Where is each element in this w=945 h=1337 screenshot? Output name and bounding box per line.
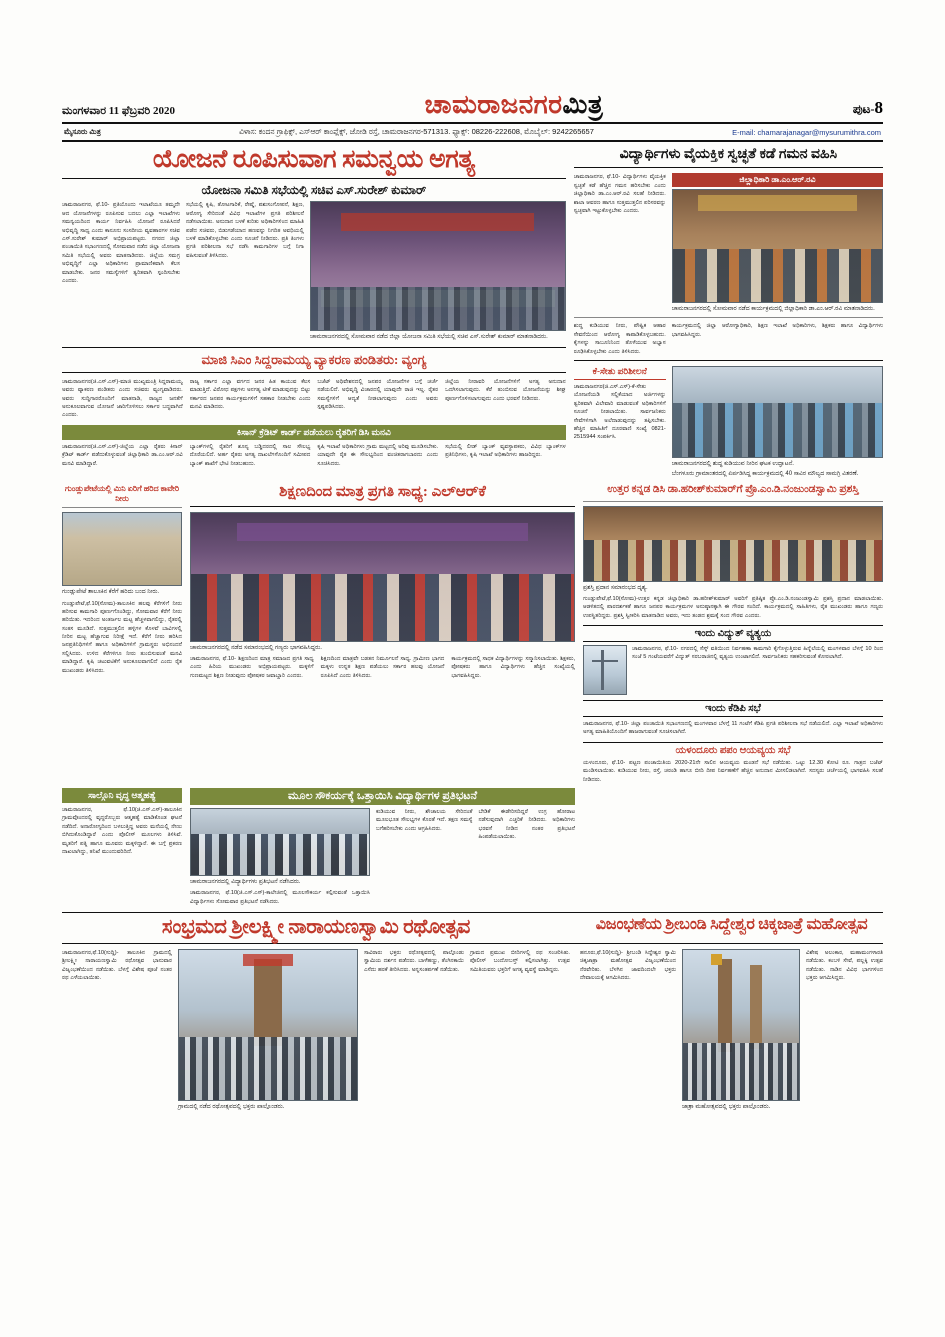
hygiene-story [574, 147, 883, 478]
satire-col-3: ಬಜೆಟ್ ಅಧಿವೇಶನದಲ್ಲಿ ಜನಪರ ಯೋಜನೆಗಳ ಬಗ್ಗೆ ಚರ್ಚೆ ನಡೆಯಲಿದೆ. ಅಭಿವೃದ್ಧಿ ವಿಚಾರದಲ್ಲಿ ಯಾವುದೇ ರಾಜಿ ಇಲ್ಲ. ರೈತರ ಸಮಸ್ಯೆಗಳಿಗೆ ಆದ್ಯತೆ ನೀಡಲಾಗುವುದು ಎಂದು ಅವರು ಸ್ಪಷ್ಟಪಡಿಸಿದರು. [317, 378, 439, 410]
satire-col-4: ಜಿಲ್ಲೆಯ ನೀರಾವರಿ ಯೋಜನೆಗಳಿಗೆ ಅಗತ್ಯ ಅನುದಾನ ಒದಗಿಸಲಾಗುವುದು. ಕೆರೆ ತುಂಬಿಸುವ ಯೋಜನೆಯನ್ನು ಶೀಘ್ರ ಪೂರ್ಣಗೊಳಿಸಲಾಗುವುದು ಎಂದು ಭರವಸೆ ನೀಡಿದರು. [445, 378, 566, 402]
protest-headline: ಮೂಲ ಸೌಕರ್ಯಕ್ಕೆ ಒತ್ತಾಯಿಸಿ ವಿದ್ಯಾರ್ಥಿಗಳ ಪ್ರತಿಭಟನೆ [190, 788, 575, 805]
protest-photo [190, 808, 370, 876]
festival-col-2: ಸಾವಿರಾರು ಭಕ್ತರು ರಥೋತ್ಸವದಲ್ಲಿ ಪಾಲ್ಗೊಂಡು ಸ್ವಾಮಿಯ ದರ್ಶನ ಪಡೆದರು. ಬಾಳೆಹಣ್ಣು, ತೆಂಗಿನಕಾಯಿ ಎಸೆದು ಹರಕೆ ತೀರಿಸಿದರು. ಅನ್ನಸಂತರ್ಪಣೆ ನಡೆಯಿತು. [364, 949, 464, 973]
kisan-col-4: ಸಭೆಯಲ್ಲಿ ಲೀಡ್ ಬ್ಯಾಂಕ್ ವ್ಯವಸ್ಥಾಪಕರು, ವಿವಿಧ ಬ್ಯಾಂಕ್‌ಗಳ ಪ್ರತಿನಿಧಿಗಳು, ಕೃಷಿ ಇಲಾಖೆ ಅಧಿಕಾರಿಗಳು ಹಾಜರಿದ್ದರು. [445, 443, 566, 459]
publisher-name: ಮೈಸೂರು ಮಿತ್ರ [64, 127, 101, 136]
protest-story [190, 788, 575, 906]
protest-col-3: ಬೇಡಿಕೆ ಈಡೇರಿಸದಿದ್ದರೆ ಉಗ್ರ ಹೋರಾಟ ನಡೆಸುವುದಾಗಿ ಎಚ್ಚರಿಕೆ ನೀಡಿದರು. ಅಧಿಕಾರಿಗಳು ಭರವಸೆ ನೀಡಿದ ನಂತರ ಪ್ರತಿಭಟನೆ ಹಿಂಪಡೆಯಲಾಯಿತು. [478, 809, 575, 841]
awards-photo [583, 506, 883, 582]
water-photo-caption: ಗುಂಡ್ಲುಪೇಟೆ ತಾಲೂಕಿನ ಕೆರೆಗೆ ಹರಿದು ಬಂದ ನೀರು. [62, 589, 160, 596]
lead-col-2: ಸಭೆಯಲ್ಲಿ ಕೃಷಿ, ತೋಟಗಾರಿಕೆ, ರೇಷ್ಮೆ, ಪಶುಸಂಗೋಪನೆ, ಶಿಕ್ಷಣ, ಆರೋಗ್ಯ ಸೇರಿದಂತೆ ವಿವಿಧ ಇಲಾಖೆಗಳ ಪ್ರಗತಿ ಪರಿಶೀಲನೆ ನಡೆಸಲಾಯಿತು. ಅನುದಾನ ಬಳಕೆ ಕುರಿತು ಅಧಿಕಾರಿಗಳಿಂದ ಮಾಹಿತಿ ಪಡೆದ ಸಚಿವರು, ಬಿಡುಗಡೆಯಾದ ಹಣವನ್ನು ನಿಗದಿತ ಅವಧಿಯಲ್ಲಿ ಬಳಕೆ ಮಾಡಿಕೊಳ್ಳಬೇಕು ಎಂದು ಸೂಚನೆ ನೀಡಿದರು. ಪ್ರತಿ ತಿಂಗಳು ಪ್ರಗತಿ ಪರಿಶೀಲನಾ ಸಭೆ ನಡೆಸಿ ಕಾಮಗಾರಿಗಳ ಬಗ್ಗೆ ನಿಗಾ ವಹಿಸುವಂತೆ ತಿಳಿಸಿದರು. [186, 202, 304, 259]
education-headline: ಶಿಕ್ಷಣದಿಂದ ಮಾತ್ರ ಪ್ರಗತಿ ಸಾಧ್ಯ: ಎಲ್‌ಆರ್‌ಕೆ [279, 484, 486, 501]
protest-col-2: ಕುಡಿಯುವ ನೀರು, ಶೌಚಾಲಯ ಸೇರಿದಂತೆ ಮೂಲಭೂತ ಸೌಲಭ್ಯಗಳ ಕೊರತೆ ಇದೆ. ತಕ್ಷಣ ಸಮಸ್ಯೆ ಬಗೆಹರಿಸಬೇಕು ಎಂದು ಆಗ್ರಹಿಸಿದರು. [376, 809, 473, 832]
festival2-photo [682, 949, 800, 1101]
powercut-body: ಚಾಮರಾಜನಗರ, ಫೆ.10- ನಗರದಲ್ಲಿ ಸೆಸ್ಕ್ ವತಿಯಿಂದ ನಿರ್ವಹಣಾ ಕಾಮಗಾರಿ ಕೈಗೊಳ್ಳುತ್ತಿರುವ ಹಿನ್ನೆಲೆಯಲ್ಲಿ ಮಂಗಳವಾರ ಬೆಳಗ್ಗೆ 10 ರಿಂದ ಸಂಜೆ 5 ಗಂಟೆಯವರೆಗೆ ವಿದ್ಯುತ್ ಸರಬರಾಜಿನಲ್ಲಿ ವ್ಯತ್ಯಯ ಉಂಟಾಗಲಿದೆ. ಸಾರ್ವಜನಿಕರು ಸಹಕರಿಸುವಂತೆ ಕೋರಲಾಗಿದೆ. [632, 646, 883, 661]
festival-section [62, 912, 883, 1111]
water-unit-photo [672, 366, 883, 458]
meeting-headline: ಇಂದು ಕೆಡಿಪಿ ಸಭೆ [583, 700, 883, 717]
lower-middle-section [62, 788, 883, 906]
page-label: ಪುಟ- [852, 102, 875, 116]
education-col-3: ಕಾರ್ಯಕ್ರಮದಲ್ಲಿ ಸಾಧಕ ವಿದ್ಯಾರ್ಥಿಗಳನ್ನು ಸನ್ಮಾನಿಸಲಾಯಿತು. ಶಿಕ್ಷಕರು, ಪೋಷಕರು ಹಾಗೂ ವಿದ್ಯಾರ್ಥಿಗಳು ಹೆಚ್ಚಿನ ಸಂಖ್ಯೆಯಲ್ಲಿ ಭಾಗವಹಿಸಿದ್ದರು. [451, 655, 576, 679]
lead-subheadline: ಯೋಜನಾ ಸಮಿತಿ ಸಭೆಯಲ್ಲಿ ಸಚಿವ ಎಸ್.ಸುರೇಶ್ ಕುಮಾರ್ [201, 183, 427, 198]
issue-date: ಮಂಗಳವಾರ 11 ಫೆಬ್ರವರಿ 2020 [62, 105, 175, 117]
festival-photo-caption: ಗ್ರಾಮದಲ್ಲಿ ನಡೆದ ರಥೋತ್ಸವದಲ್ಲಿ ಭಕ್ತರು ಪಾಲ್ಗೊಂಡರು. [178, 1103, 285, 1110]
hygiene-headline: ವಿದ್ಯಾರ್ಥಿಗಳು ವೈಯಕ್ತಿಕ ಸ್ವಚ್ಛತೆ ಕಡೆ ಗಮನ ವಹಿಸಿ [619, 147, 838, 162]
protest-photo-caption: ಚಾಮರಾಜನಗರದಲ್ಲಿ ವಿದ್ಯಾರ್ಥಿಗಳು ಪ್ರತಿಭಟನೆ ನಡೆಸಿದರು. [190, 879, 301, 886]
hygiene-badge: ಜಿಲ್ಲಾಧಿಕಾರಿ ಡಾ.ಎಂ.ಆರ್.ರವಿ [672, 173, 883, 187]
water-unit-caption: ಚಾಮರಾಜನಗರದಲ್ಲಿ ಶುದ್ಧ ಕುಡಿಯುವ ನೀರಿನ ಘಟಕ ಉದ್ಘಾಟನೆ. [671, 461, 794, 468]
lower-right-spacer [583, 788, 883, 906]
page-number: 8 [874, 98, 883, 117]
festival-col-1: ಚಾಮರಾಜನಗರ,ಫೆ.10(ಸುದ್ದಿ)- ತಾಲೂಕಿನ ಗ್ರಾಮದಲ್ಲಿ ಶ್ರೀಲಕ್ಷ್ಮೀ ನಾರಾಯಣಸ್ವಾಮಿ ರಥೋತ್ಸವ ಭಾನುವಾರ ವಿಜೃಂಭಣೆಯಿಂದ ನಡೆಯಿತು. ಬೆಳಗ್ಗೆ ವಿಶೇಷ ಪೂಜೆ ನಂತರ ರಥ ಎಳೆಯಲಾಯಿತು. [62, 949, 172, 982]
budget-body: ಯಳಂದೂರು, ಫೆ.10- ಪಟ್ಟಣ ಪಂಚಾಯಿತಿಯ 2020-21ನೇ ಸಾಲಿನ ಆಯವ್ಯಯ ಮಂಡನೆ ಸಭೆ ನಡೆಯಿತು. ಒಟ್ಟು 12.30 ಕೋಟಿ ರೂ. ಗಾತ್ರದ ಬಜೆಟ್ ಮಂಡಿಸಲಾಯಿತು. ಕುಡಿಯುವ ನೀರು, ರಸ್ತೆ, ಚರಂಡಿ ಹಾಗೂ ಬೀದಿ ದೀಪ ನಿರ್ವಹಣೆಗೆ ಹೆಚ್ಚಿನ ಅನುದಾನ ಮೀಸಲಿಡಲಾಗಿದೆ. ಸದಸ್ಯರು ಚರ್ಚೆಯಲ್ಲಿ ಭಾಗವಹಿಸಿ ಸಲಹೆ ನೀಡಿದರು. [583, 759, 883, 783]
publisher-email[interactable]: E-mail: chamarajanagar@mysurumithra.com [732, 127, 881, 137]
kisan-col-3: ಕೃಷಿ ಇಲಾಖೆ ಅಧಿಕಾರಿಗಳು ಗ್ರಾಮ ಮಟ್ಟದಲ್ಲಿ ಅರಿವು ಮೂಡಿಸಬೇಕು. ಯಾವುದೇ ರೈತ ಈ ಸೌಲಭ್ಯದಿಂದ ವಂಚಿತರಾಗಬಾರದು ಎಂದು ಸೂಚಿಸಿದರು. [317, 443, 439, 467]
suicide-story [62, 788, 182, 906]
festival2-col-1: ಹನೂರು,ಫೆ.10(ಸುದ್ದಿ)- ಶ್ರೀಬಂಡಿ ಸಿದ್ದೇಶ್ವರ ಸ್ವಾಮಿ ಚಿಕ್ಕಜಾತ್ರಾ ಮಹೋತ್ಸವ ವಿಜೃಂಭಣೆಯಿಂದ ನೆರವೇರಿತು. ಬೆಳಗಿನ ಜಾವದಿಂದಲೇ ಭಕ್ತರು ದೇವಾಲಯಕ್ಕೆ ಆಗಮಿಸಿದರು. [580, 949, 676, 982]
water-headline: ಗುಂಡ್ಲುಪೇಟೆಯಲ್ಲಿ ಮಿನಿ ಏರಿಗೆ ಹರಿದ ಕಾವೇರಿ ನೀರು [64, 484, 180, 503]
budget-headline: ಯಳಂದೂರು ಪಪಂ ಆಯವ್ಯಯ ಸಭೆ [583, 742, 883, 756]
satire-col-2: ರಾಜ್ಯ ಸರ್ಕಾರ ಎಲ್ಲಾ ವರ್ಗದ ಜನರ ಹಿತ ಕಾಯುವ ಕೆಲಸ ಮಾಡುತ್ತಿದೆ. ವಿರೋಧ ಪಕ್ಷಗಳು ಅನಗತ್ಯ ಟೀಕೆ ಮಾಡುವುದನ್ನು ಬಿಟ್ಟು ಸರ್ಕಾರದ ಜನಪರ ಕಾರ್ಯಕ್ರಮಗಳಿಗೆ ಸಹಕಾರ ನೀಡಬೇಕು ಎಂದು ಮನವಿ ಮಾಡಿದರು. [189, 378, 311, 410]
lead-headline: ಯೋಜನೆ ರೂಪಿಸುವಾಗ ಸಮನ್ವಯ ಅಗತ್ಯ [152, 146, 475, 173]
festival-col-3: ಗ್ರಾಮದ ಪ್ರಮುಖ ಬೀದಿಗಳಲ್ಲಿ ರಥ ಸಂಚರಿಸಿತು. ಪೊಲೀಸ್ ಬಂದೋಬಸ್ತ್ ಕಲ್ಪಿಸಲಾಗಿತ್ತು. ಉತ್ಸವ ಸಮಿತಿಯವರು ಭಕ್ತರಿಗೆ ಅಗತ್ಯ ವ್ಯವಸ್ಥೆ ಮಾಡಿದ್ದರು. [470, 949, 570, 973]
paper-title-black: ಮಿತ್ರ [562, 90, 604, 119]
hygiene-photo [672, 189, 883, 303]
festival-headline: ಸಂಭ್ರಮದ ಶ್ರೀಲಕ್ಷ್ಮೀ ನಾರಾಯಣಸ್ವಾಮಿ ರಥೋತ್ಸವ [161, 915, 471, 938]
school-photo-caption: ಬೆಂಗಳೂರು ಗ್ರಾಮಾಂತರದಲ್ಲಿ ಏರ್ಪಡಿಸಿದ್ದ ಕಾರ್ಯಕ್ರಮದಲ್ಲಿ 40 ಸಾವಿರ ಮೌಲ್ಯದ ಸಾಮಗ್ರಿ ವಿತರಣೆ. [671, 471, 859, 478]
water-photo [62, 512, 182, 586]
awards-photo-caption: ಪ್ರಶಸ್ತಿ ಪ್ರದಾನ ಸಮಾರಂಭದ ದೃಶ್ಯ. [583, 584, 648, 591]
satire-col-1: ಚಾಮರಾಜನಗರ(ಜಿ.ಎಸ್.ಎಸ್)-ಮಾಜಿ ಮುಖ್ಯಮಂತ್ರಿ ಸಿದ್ದರಾಮಯ್ಯ ಅವರು ವ್ಯಾಕರಣ ಪಂಡಿತರು ಎಂದು ಸಚಿವರು ವ್ಯಂಗ್ಯವಾಡಿದರು. ಅವರು ಸುದ್ದಿಗಾರರೊಂದಿಗೆ ಮಾತನಾಡಿ, ರಾಜ್ಯದ ಜನತೆಗೆ ಅನುಕೂಲವಾಗುವ ಯೋಜನೆ ಜಾರಿಗೊಳಿಸಲು ಸರ್ಕಾರ ಬದ್ಧವಾಗಿದೆ ಎಂದರು. [62, 378, 183, 419]
suicide-body: ಚಾಮರಾಜನಗರ, ಫೆ.10(ಜಿ.ಎಸ್.ಎಸ್)-ತಾಲೂಕಿನ ಗ್ರಾಮವೊಂದರಲ್ಲಿ ವೃದ್ಧರೊಬ್ಬರು ಆತ್ಮಹತ್ಯೆ ಮಾಡಿಕೊಂಡ ಘಟನೆ ನಡೆದಿದೆ. ಅನಾರೋಗ್ಯದಿಂದ ಬಳಲುತ್ತಿದ್ದ ಅವರು ಮನೆಯಲ್ಲಿ ನೇಣು ಬಿಗಿದುಕೊಂಡಿದ್ದಾರೆ ಎಂದು ಪೊಲೀಸ್ ಮೂಲಗಳು ತಿಳಿಸಿವೆ. ಮೃತರಿಗೆ ಪತ್ನಿ ಹಾಗೂ ಮೂವರು ಮಕ್ಕಳಿದ್ದಾರೆ. ಈ ಬಗ್ಗೆ ಪ್ರಕರಣ ದಾಖಲಾಗಿದ್ದು, ತನಿಖೆ ಮುಂದುವರಿದಿದೆ. [62, 807, 182, 855]
top-section [62, 147, 883, 478]
hygiene-col-1: ಚಾಮರಾಜನಗರ, ಫೆ.10- ವಿದ್ಯಾರ್ಥಿಗಳು ವೈಯಕ್ತಿಕ ಸ್ವಚ್ಛತೆ ಕಡೆ ಹೆಚ್ಚಿನ ಗಮನ ಹರಿಸಬೇಕು ಎಂದು ಜಿಲ್ಲಾಧಿಕಾರಿ ಡಾ.ಎಂ.ಆರ್.ರವಿ ಸಲಹೆ ನೀಡಿದರು. ಶಾಲಾ ಆವರಣ ಹಾಗೂ ಸುತ್ತಮುತ್ತಲಿನ ಪರಿಸರವನ್ನು ಸ್ವಚ್ಛವಾಗಿ ಇಟ್ಟುಕೊಳ್ಳಬೇಕು ಎಂದರು. [573, 174, 666, 214]
meeting-body: ಚಾಮರಾಜನಗರ, ಫೆ.10- ಜಿಲ್ಲಾ ಪಂಚಾಯಿತಿ ಸಭಾಂಗಣದಲ್ಲಿ ಮಂಗಳವಾರ ಬೆಳಗ್ಗೆ 11 ಗಂಟೆಗೆ ಕೆಡಿಪಿ ಪ್ರಗತಿ ಪರಿಶೀಲನಾ ಸಭೆ ನಡೆಯಲಿದೆ. ಎಲ್ಲಾ ಇಲಾಖೆ ಅಧಿಕಾರಿಗಳು ಅಗತ್ಯ ಮಾಹಿತಿಯೊಂದಿಗೆ ಹಾಜರಾಗುವಂತೆ ಸೂಚಿಸಲಾಗಿದೆ. [583, 721, 883, 736]
contact-strip [62, 124, 883, 142]
awards-headline: ಉತ್ತರ ಕನ್ನಡ ಡಿಸಿ ಡಾ.ಹರೀಶ್‌ಕುಮಾರ್‌ಗೆ ಪ್ರೊ.ಎಂ.ಡಿ.ನಂಜುಂಡಸ್ವಾಮಿ ಪ್ರಶಸ್ತಿ [607, 484, 859, 496]
page-indicator [853, 98, 883, 118]
festival2-headline: ವಿಜಂಭಣೆಯ ಶ್ರೀಬಂಡಿ ಸಿದ್ದೇಶ್ವರ ಚಿಕ್ಕಜಾತ್ರೆ ಮಹೋತ್ಸವ [595, 915, 868, 933]
middle-section [62, 484, 883, 784]
festival2-col-2: ವಿಶೇಷ ಅಲಂಕಾರ, ಮಹಾಮಂಗಳಾರತಿ ನಡೆಯಿತು. ಕಂಬಳಿ ಸೇವೆ, ಪಲ್ಲಕ್ಕಿ ಉತ್ಸವ ನಡೆಯಿತು. ನಾಡಿನ ವಿವಿಧ ಭಾಗಗಳಿಂದ ಭಕ್ತರು ಆಗಮಿಸಿದ್ದರು. [806, 949, 883, 982]
education-col-1: ಚಾಮರಾಜನಗರ, ಫೆ.10- ಶಿಕ್ಷಣದಿಂದ ಮಾತ್ರ ಸಮಾಜದ ಪ್ರಗತಿ ಸಾಧ್ಯ ಎಂದು ಹಿರಿಯ ಮುಖಂಡರು ಅಭಿಪ್ರಾಯಪಟ್ಟರು. ಮಕ್ಕಳಿಗೆ ಗುಣಮಟ್ಟದ ಶಿಕ್ಷಣ ನೀಡುವುದು ಪೋಷಕರ ಜವಾಬ್ದಾರಿ ಎಂದರು. [190, 655, 314, 679]
kisan-col-2: ಬ್ಯಾಂಕ್‌ಗಳಲ್ಲಿ ರೈತರಿಗೆ ಶೂನ್ಯ ಬಡ್ಡಿದರದಲ್ಲಿ ಸಾಲ ಸೌಲಭ್ಯ ದೊರೆಯಲಿದೆ. ಅರ್ಹ ರೈತರು ಅಗತ್ಯ ದಾಖಲೆಗಳೊಂದಿಗೆ ಸಮೀಪದ ಬ್ಯಾಂಕ್ ಶಾಖೆಗೆ ಭೇಟಿ ನೀಡಬಹುದು. [189, 443, 311, 467]
education-photo [190, 512, 575, 642]
satire-body [62, 378, 566, 420]
power-tower-photo [583, 645, 627, 695]
lead-col-1: ಚಾಮರಾಜನಗರ, ಫೆ.10- ಪ್ರತಿಯೊಂದು ಇಲಾಖೆಯೂ ತಮ್ಮದೇ ಆದ ಯೋಜನೆಗಳನ್ನು ರೂಪಿಸುವ ಬದಲು ಎಲ್ಲಾ ಇಲಾಖೆಗಳು ಸಮನ್ವಯದಿಂದ ಕಾರ್ಯ ನಿರ್ವಹಿಸಿ ಯೋಜನೆ ರೂಪಿಸಿದರೆ ಅಭಿವೃದ್ಧಿ ಸಾಧ್ಯ ಎಂದು ಕಾನೂನು ಸಂಸದೀಯ ವ್ಯವಹಾರಗಳ ಸಚಿವ ಎಸ್.ಸುರೇಶ್ ಕುಮಾರ್ ಅಭಿಪ್ರಾಯಪಟ್ಟರು. ನಗರದ ಜಿಲ್ಲಾ ಪಂಚಾಯಿತಿ ಸಭಾಂಗಣದಲ್ಲಿ ಸೋಮವಾರ ನಡೆದ ಜಿಲ್ಲಾ ಯೋಜನಾ ಸಮಿತಿ ಸಭೆಯಲ್ಲಿ ಅವರು ಮಾತನಾಡಿದರು. ಜಿಲ್ಲೆಯ ಸಮಗ್ರ ಅಭಿವೃದ್ಧಿಗೆ ಎಲ್ಲಾ ಅಧಿಕಾರಿಗಳು ಪ್ರಾಮಾಣಿಕವಾಗಿ ಕೆಲಸ ಮಾಡಬೇಕು. ಜನರ ಸಮಸ್ಯೆಗಳಿಗೆ ತ್ವರಿತವಾಗಿ ಸ್ಪಂದಿಸಬೇಕು ಎಂದರು. [62, 202, 180, 284]
protest-col-1: ಚಾಮರಾಜನಗರ, ಫೆ.10(ಜಿ.ಎಸ್.ಎಸ್)-ಕಾಲೇಜಿನಲ್ಲಿ ಮೂಲಸೌಕರ್ಯ ಕಲ್ಪಿಸುವಂತೆ ಒತ್ತಾಯಿಸಿ ವಿದ್ಯಾರ್ಥಿಗಳು ಸೋಮವಾರ ಪ್ರತಿಭಟನೆ ನಡೆಸಿದರು. [190, 890, 370, 905]
education-photo-caption: ಚಾಮರಾಜನಗರದಲ್ಲಿ ನಡೆದ ಸಮಾರಂಭದಲ್ಲಿ ಗಣ್ಯರು ಭಾಗವಹಿಸಿದ್ದರು. [190, 644, 322, 651]
lead-photo [310, 201, 566, 331]
hygiene-col-2: ಶುದ್ಧ ಕುಡಿಯುವ ನೀರು, ಪೌಷ್ಟಿಕ ಆಹಾರ ಸೇವನೆಯಿಂದ ಆರೋಗ್ಯ ಕಾಪಾಡಿಕೊಳ್ಳಬಹುದು. ಕೈಗಳನ್ನು ಸಾಬೂನಿನಿಂದ ತೊಳೆಯುವ ಅಭ್ಯಾಸ ರೂಢಿಸಿಕೊಳ್ಳಬೇಕು ಎಂದು ತಿಳಿಸಿದರು. [573, 323, 666, 355]
paper-title-red: ಚಾಮರಾಜನಗರ [424, 90, 563, 119]
festival-photo [178, 949, 358, 1101]
water-body: ಗುಂಡ್ಲುಪೇಟೆ,ಫೆ.10(ಸೋಮ)-ತಾಲೂಕಿನ ಹಲವು ಕೆರೆಗಳಿಗೆ ನೀರು ಹರಿಸುವ ಕಾಮಗಾರಿ ಪೂರ್ಣಗೊಂಡಿದ್ದು, ಸೋಮವಾರ ಕೆರೆಗೆ ನೀರು ಹರಿಯಿತು. ಇದರಿಂದ ಅಂತರ್ಜಲ ಮಟ್ಟ ಹೆಚ್ಚಳವಾಗಲಿದ್ದು, ರೈತರಲ್ಲಿ ಸಂತಸ ಮೂಡಿದೆ. ಸುತ್ತಮುತ್ತಲಿನ ಹಳ್ಳಿಗಳ ಕೊಳವೆ ಬಾವಿಗಳಲ್ಲಿ ನೀರಿನ ಮಟ್ಟ ಹೆಚ್ಚಾಗುವ ನಿರೀಕ್ಷೆ ಇದೆ. ಕೆರೆಗೆ ನೀರು ಹರಿಸಿದ ಜನಪ್ರತಿನಿಧಿಗಳಿಗೆ ಹಾಗೂ ಅಧಿಕಾರಿಗಳಿಗೆ ಗ್ರಾಮಸ್ಥರು ಅಭಿನಂದನೆ ಸಲ್ಲಿಸಿದರು. ಉಳಿದ ಕೆರೆಗಳಿಗೂ ನೀರು ತುಂಬಿಸುವಂತೆ ಮನವಿ ಮಾಡಿದ್ದಾರೆ. ಕೃಷಿ ಚಟುವಟಿಕೆಗೆ ಅನುಕೂಲವಾಗಲಿದೆ ಎಂದು ರೈತ ಮುಖಂಡರು ತಿಳಿಸಿದರು. [62, 600, 182, 674]
ksetu-body: ಚಾಮರಾಜನಗರ(ಜಿ.ಎಸ್.ಎಸ್)-ಕೆ-ಸೇತು ಯೋಜನೆಯಡಿ ಸಲ್ಲಿಕೆಯಾದ ಅರ್ಜಿಗಳನ್ನು ತ್ವರಿತವಾಗಿ ವಿಲೇವಾರಿ ಮಾಡುವಂತೆ ಅಧಿಕಾರಿಗಳಿಗೆ ಸೂಚನೆ ನೀಡಲಾಯಿತು. ಸಾರ್ವಜನಿಕರು ಸೇವೆಗಳಿಗಾಗಿ ಅಲೆದಾಡುವುದನ್ನು ತಪ್ಪಿಸಬೇಕು. ಹೆಚ್ಚಿನ ಮಾಹಿತಿಗೆ ದೂರವಾಣಿ ಸಂಖ್ಯೆ 0821-2515944 ಸಂಪರ್ಕಿಸಿ. [573, 384, 666, 441]
festival2-photo-caption: ಜಾತ್ರಾ ಮಹೋತ್ಸವದಲ್ಲಿ ಭಕ್ತರು ಪಾಲ್ಗೊಂಡರು. [682, 1103, 771, 1110]
powercut-headline: ಇಂದು ವಿದ್ಯುತ್ ವ್ಯತ್ಯಯ [583, 625, 883, 642]
paper-title [425, 92, 604, 118]
festival-story [62, 949, 570, 1111]
kisan-headline: ಕಿಸಾನ್ ಕ್ರೆಡಿಟ್ ಕಾರ್ಡ್ ಪಡೆಯಲು ರೈತರಿಗೆ ಡಿಸಿ ಮನವಿ [62, 425, 566, 440]
hygiene-col-3: ಕಾರ್ಯಕ್ರಮದಲ್ಲಿ ಜಿಲ್ಲಾ ಆರೋಗ್ಯಾಧಿಕಾರಿ, ಶಿಕ್ಷಣ ಇಲಾಖೆ ಅಧಿಕಾರಿಗಳು, ಶಿಕ್ಷಕರು ಹಾಗೂ ವಿದ್ಯಾರ್ಥಿಗಳು ಭಾಗವಹಿಸಿದ್ದರು. [671, 323, 883, 338]
masthead [62, 92, 883, 124]
festival2-story [580, 949, 883, 1111]
awards-story [583, 484, 883, 784]
satire-headline: ಮಾಜಿ ಸಿಎಂ ಸಿದ್ದರಾಮಯ್ಯ ವ್ಯಾಕರಣ ಪಂಡಿತರು: ವ್ಯಂಗ್ಯ [201, 351, 427, 367]
lead-story [62, 147, 566, 478]
education-story [190, 484, 575, 784]
water-story [62, 484, 182, 784]
kisan-col-1: ಚಾಮರಾಜನಗರ(ಜಿ.ಎಸ್.ಎಸ್)-ಜಿಲ್ಲೆಯ ಎಲ್ಲಾ ರೈತರು ಕಿಸಾನ್ ಕ್ರೆಡಿಟ್ ಕಾರ್ಡ್ ಪಡೆದುಕೊಳ್ಳುವಂತೆ ಜಿಲ್ಲಾಧಿಕಾರಿ ಡಾ.ಎಂ.ಆರ್.ರವಿ ಮನವಿ ಮಾಡಿದ್ದಾರೆ. [62, 443, 183, 467]
kisan-body [62, 443, 566, 468]
lead-photo-caption: ಚಾಮರಾಜನಗರದಲ್ಲಿ ಸೋಮವಾರ ನಡೆದ ಜಿಲ್ಲಾ ಯೋಜನಾ ಸಮಿತಿ ಸಭೆಯಲ್ಲಿ ಸಚಿವ ಎಸ್.ಸುರೇಶ್ ಕುಮಾರ್ ಮಾತನಾಡಿದರು. [310, 334, 548, 341]
education-col-2: ಶಿಕ್ಷಣದಿಂದ ಮಾತ್ರವೇ ಬಡತನ ನಿರ್ಮೂಲನೆ ಸಾಧ್ಯ. ಗ್ರಾಮೀಣ ಭಾಗದ ಮಕ್ಕಳು ಉನ್ನತ ಶಿಕ್ಷಣ ಪಡೆಯಲು ಸರ್ಕಾರ ಹಲವು ಯೋಜನೆ ರೂಪಿಸಿದೆ ಎಂದು ತಿಳಿಸಿದರು. [320, 655, 445, 679]
ksetu-headline: ಕೆ-ಸೇತು ಪರಿಶೀಲನೆ [574, 366, 666, 380]
publisher-address: ವಿಳಾಸ: ಕಂದನ ಗ್ರಾಫಿಕ್ಸ್, ಎಸ್‌ಆರ್ ಕಾಂಪ್ಲೆಕ್ಸ್, ಜೋಡಿ ರಸ್ತೆ, ಚಾಮರಾಜನಗರ-571313. ಫ್ಯಾಕ್ಸ್: 08226-222608, ಮೊಬೈಲ್: 9242265657 [239, 127, 594, 136]
hygiene-photo-caption: ಚಾಮರಾಜನಗರದಲ್ಲಿ ಸೋಮವಾರ ನಡೆದ ಕಾರ್ಯಕ್ರಮದಲ್ಲಿ ಜಿಲ್ಲಾಧಿಕಾರಿ ಡಾ.ಎಂ.ಆರ್.ರವಿ ಮಾತನಾಡಿದರು. [671, 306, 875, 313]
suicide-headline: ಸಾಲ್ಗೊನಿ ವೃದ್ಧ ಆತ್ಮಹತ್ಯೆ [62, 788, 182, 803]
awards-body: ಗುಂಡ್ಲುಪೇಟೆ,ಫೆ.10(ಸೋಮ)-ಉತ್ತರ ಕನ್ನಡ ಜಿಲ್ಲಾಧಿಕಾರಿ ಡಾ.ಹರೀಶ್‌ಕುಮಾರ್ ಅವರಿಗೆ ಪ್ರತಿಷ್ಠಿತ ಪ್ರೊ.ಎಂ.ಡಿ.ನಂಜುಂಡಸ್ವಾಮಿ ಪ್ರಶಸ್ತಿ ಪ್ರದಾನ ಮಾಡಲಾಯಿತು. ಆಡಳಿತದಲ್ಲಿ ಪಾರದರ್ಶಕತೆ ಹಾಗೂ ಜನಪರ ಕಾರ್ಯಕ್ರಮಗಳ ಅನುಷ್ಠಾನಕ್ಕಾಗಿ ಈ ಗೌರವ ಸಂದಿದೆ. ಕಾರ್ಯಕ್ರಮದಲ್ಲಿ ಸಾಹಿತಿಗಳು, ರೈತ ಮುಖಂಡರು ಹಾಗೂ ಗಣ್ಯರು ಉಪಸ್ಥಿತರಿದ್ದರು. ಪ್ರಶಸ್ತಿ ಸ್ವೀಕರಿಸಿ ಮಾತನಾಡಿದ ಅವರು, ಇದು ತಂಡದ ಶ್ರಮಕ್ಕೆ ಸಂದ ಗೌರವ ಎಂದರು. [583, 595, 883, 619]
